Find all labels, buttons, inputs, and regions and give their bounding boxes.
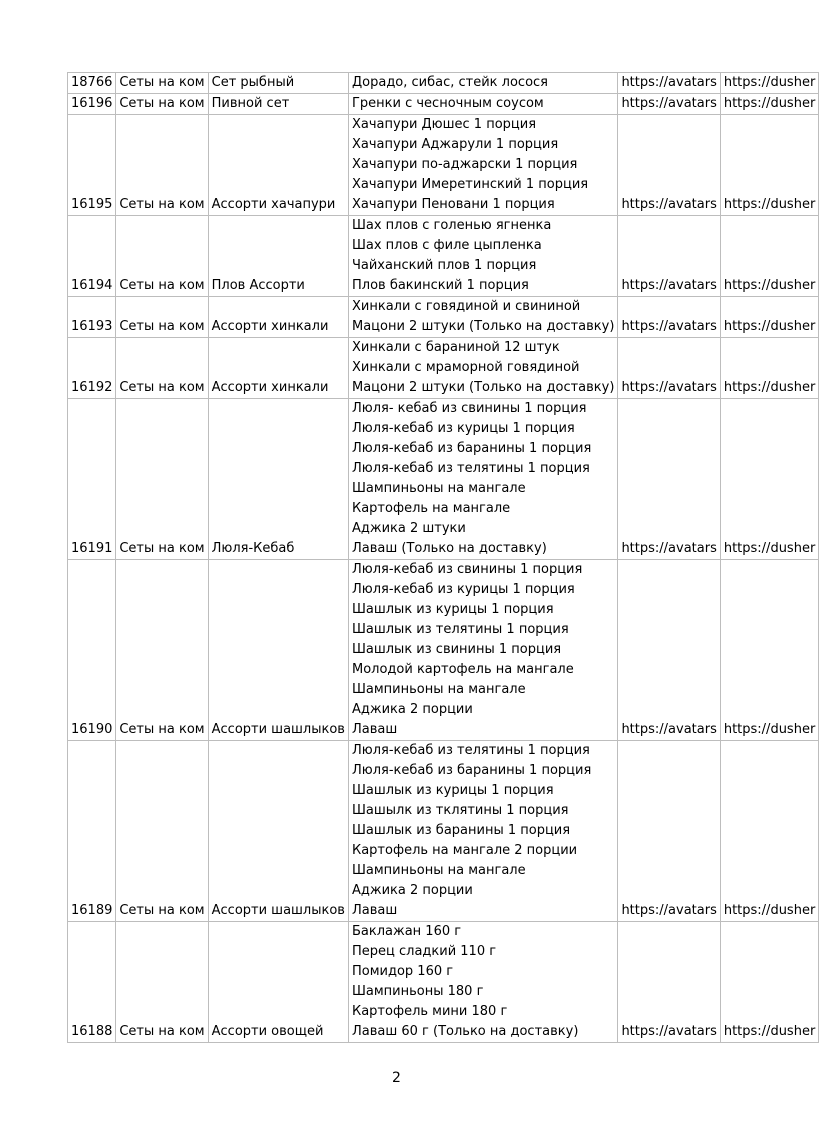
composition-line: Аджика 2 порции <box>351 702 473 717</box>
table-row <box>68 922 819 1043</box>
composition-line: Лаваш (Только на доставку) <box>351 541 547 556</box>
composition-line: Мацони 2 штуки (Только на доставку) <box>351 380 615 395</box>
composition-line: Шашлык из курицы 1 порция <box>351 783 554 798</box>
cell-composition <box>348 741 617 922</box>
cell-composition <box>348 94 617 115</box>
composition-line: Хинкали с говядиной и свининой <box>351 299 581 314</box>
cell-image-url: https://avatars <box>618 399 720 560</box>
cell-category: Сеты на ком <box>116 115 208 216</box>
composition-line: Люля-кебаб из курицы 1 порция <box>351 582 575 597</box>
cell-name: Сет рыбный <box>208 73 348 94</box>
composition-line: Люля-кебаб из телятины 1 порция <box>351 743 590 758</box>
cell-category: Сеты на ком <box>116 94 208 115</box>
composition-line: Шашлык из телятины 1 порция <box>351 622 569 637</box>
composition-line: Люля- кебаб из свинины 1 порция <box>351 401 587 416</box>
table-row <box>68 741 819 922</box>
composition-line: Люля-кебаб из телятины 1 порция <box>351 461 590 476</box>
composition-line: Лаваш <box>351 903 398 918</box>
table-row <box>68 73 819 94</box>
composition-line: Хачапури Имеретинский 1 порция <box>351 177 589 192</box>
composition-line: Аджика 2 порции <box>351 883 473 898</box>
cell-composition <box>348 399 617 560</box>
cell-category: Сеты на ком <box>116 338 208 399</box>
cell-id: 16189 <box>68 741 116 922</box>
cell-name: Пивной сет <box>208 94 348 115</box>
cell-product-url: https://dusher <box>720 297 818 338</box>
cell-product-url: https://dusher <box>720 73 818 94</box>
cell-image-url: https://avatars <box>618 741 720 922</box>
cell-name: Ассорти овощей <box>208 922 348 1043</box>
cell-category: Сеты на ком <box>116 741 208 922</box>
cell-image-url: https://avatars <box>618 560 720 741</box>
cell-image-url: https://avatars <box>618 94 720 115</box>
cell-composition <box>348 338 617 399</box>
composition-line: Картофель на мангале 2 порции <box>351 843 578 858</box>
cell-name: Плов Ассорти <box>208 216 348 297</box>
composition-line: Дорадо, сибас, стейк лосося <box>351 75 548 90</box>
cell-composition <box>348 73 617 94</box>
cell-product-url: https://dusher <box>720 216 818 297</box>
cell-product-url: https://dusher <box>720 560 818 741</box>
composition-line: Шах плов с голенью ягненка <box>351 218 552 233</box>
composition-line: Люля-кебаб из курицы 1 порция <box>351 421 575 436</box>
cell-product-url: https://dusher <box>720 94 818 115</box>
cell-id: 16191 <box>68 399 116 560</box>
cell-category: Сеты на ком <box>116 73 208 94</box>
composition-line: Шампиньоны на мангале <box>351 682 526 697</box>
composition-line: Хачапури Пеновани 1 порция <box>351 197 555 212</box>
cell-image-url: https://avatars <box>618 115 720 216</box>
cell-id: 16194 <box>68 216 116 297</box>
composition-line: Хачапури Дюшес 1 порция <box>351 117 537 132</box>
composition-line: Лаваш <box>351 722 398 737</box>
cell-id: 16193 <box>68 297 116 338</box>
composition-line: Шашлык из свинины 1 порция <box>351 642 562 657</box>
table-row <box>68 297 819 338</box>
cell-image-url: https://avatars <box>618 922 720 1043</box>
page-number: 2 <box>392 1070 401 1086</box>
composition-line: Шампиньоны на мангале <box>351 863 526 878</box>
composition-line: Перец сладкий 110 г <box>351 944 497 959</box>
cell-product-url: https://dusher <box>720 338 818 399</box>
cell-product-url: https://dusher <box>720 115 818 216</box>
composition-line: Чайханский плов 1 порция <box>351 258 537 273</box>
composition-line: Хачапури по-аджарски 1 порция <box>351 157 578 172</box>
table-body <box>68 73 819 1043</box>
cell-name: Ассорти хинкали <box>208 297 348 338</box>
cell-category: Сеты на ком <box>116 216 208 297</box>
composition-line: Люля-кебаб из свинины 1 порция <box>351 562 583 577</box>
cell-product-url: https://dusher <box>720 922 818 1043</box>
cell-composition <box>348 560 617 741</box>
composition-line: Помидор 160 г <box>351 964 454 979</box>
cell-image-url: https://avatars <box>618 297 720 338</box>
table-row <box>68 216 819 297</box>
composition-line: Молодой картофель на мангале <box>351 662 574 677</box>
cell-image-url: https://avatars <box>618 338 720 399</box>
cell-composition <box>348 216 617 297</box>
composition-line: Шампиньоны на мангале <box>351 481 526 496</box>
table-row <box>68 560 819 741</box>
composition-line: Хачапури Аджарули 1 порция <box>351 137 559 152</box>
cell-id: 16192 <box>68 338 116 399</box>
cell-category: Сеты на ком <box>116 297 208 338</box>
cell-id: 18766 <box>68 73 116 94</box>
cell-name: Ассорти шашлыков <box>208 560 348 741</box>
cell-image-url: https://avatars <box>618 216 720 297</box>
composition-line: Баклажан 160 г <box>351 924 462 939</box>
composition-line: Лаваш 60 г (Только на доставку) <box>351 1024 579 1039</box>
cell-product-url: https://dusher <box>720 399 818 560</box>
composition-line: Шампиньоны 180 г <box>351 984 484 999</box>
composition-line: Шашылк из тклятины 1 порция <box>351 803 569 818</box>
cell-image-url: https://avatars <box>618 73 720 94</box>
composition-line: Картофель на мангале <box>351 501 511 516</box>
cell-id: 16196 <box>68 94 116 115</box>
composition-line: Шах плов с филе цыпленка <box>351 238 542 253</box>
cell-product-url: https://dusher <box>720 741 818 922</box>
cell-composition <box>348 297 617 338</box>
composition-line: Плов бакинский 1 порция <box>351 278 529 293</box>
spreadsheet-table <box>67 72 819 1043</box>
table-row <box>68 338 819 399</box>
cell-id: 16190 <box>68 560 116 741</box>
composition-line: Шашлык из курицы 1 порция <box>351 602 554 617</box>
table-row <box>68 399 819 560</box>
cell-name: Люля-Кебаб <box>208 399 348 560</box>
cell-name: Ассорти шашлыков <box>208 741 348 922</box>
cell-category: Сеты на ком <box>116 399 208 560</box>
composition-line: Люля-кебаб из баранины 1 порция <box>351 763 592 778</box>
composition-line: Картофель мини 180 г <box>351 1004 508 1019</box>
cell-id: 16195 <box>68 115 116 216</box>
composition-line: Хинкали с мраморной говядиной <box>351 360 580 375</box>
composition-line: Хинкали с бараниной 12 штук <box>351 340 560 355</box>
cell-name: Ассорти хинкали <box>208 338 348 399</box>
cell-category: Сеты на ком <box>116 922 208 1043</box>
composition-line: Аджика 2 штуки <box>351 521 466 536</box>
table-row <box>68 115 819 216</box>
cell-name: Ассорти хачапури <box>208 115 348 216</box>
composition-line: Гренки с чесночным соусом <box>351 96 544 111</box>
composition-line: Шашлык из баранины 1 порция <box>351 823 571 838</box>
cell-composition <box>348 922 617 1043</box>
table-row <box>68 94 819 115</box>
composition-line: Люля-кебаб из баранины 1 порция <box>351 441 592 456</box>
composition-line: Мацони 2 штуки (Только на доставку) <box>351 319 615 334</box>
cell-category: Сеты на ком <box>116 560 208 741</box>
cell-composition <box>348 115 617 216</box>
cell-id: 16188 <box>68 922 116 1043</box>
